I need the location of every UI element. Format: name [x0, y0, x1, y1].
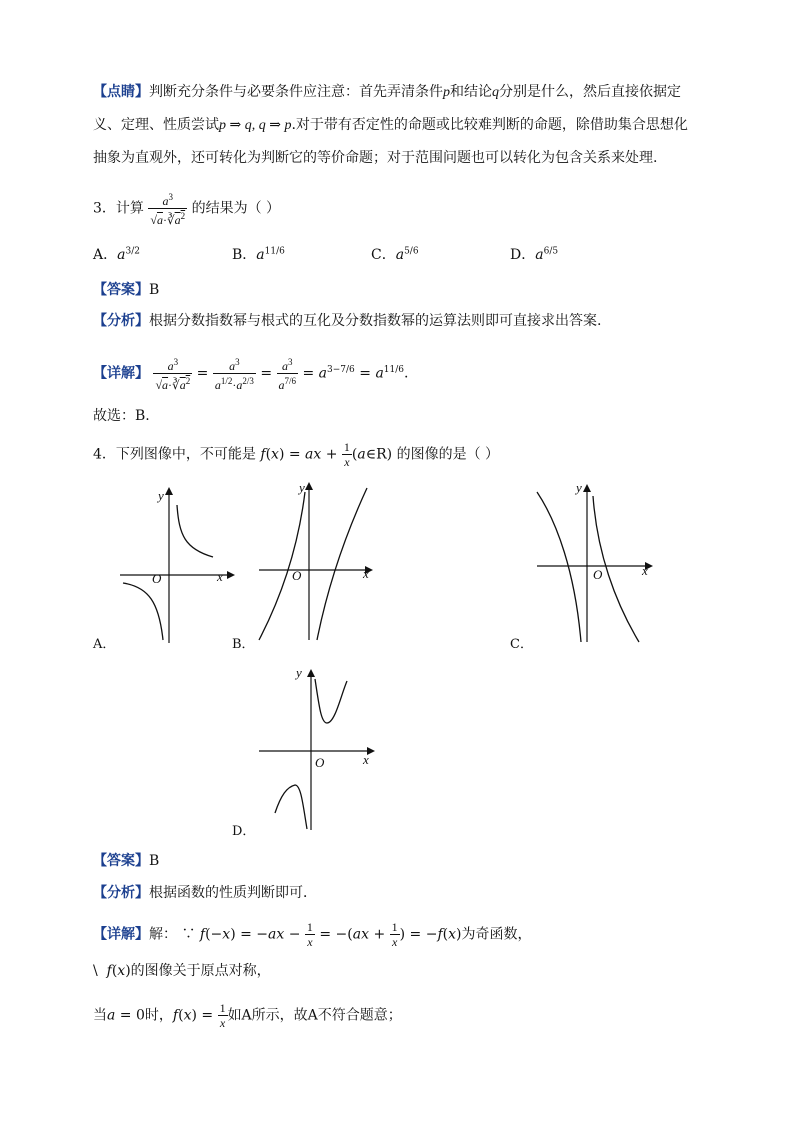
q3-option-a: A．$a^{3/2}$	[93, 246, 140, 263]
note-line-3: 抽象为直观外，还可转化为判断它的等价命题；对于范围问题也可以转化为包含关系来处理.	[93, 150, 658, 166]
curve-lower	[123, 583, 163, 640]
q4-answer: 【答案】B	[93, 853, 160, 869]
q3-expression: $\frac{a^3}{√a\cdot∛a^2}$	[150, 192, 186, 227]
q3-option-b: B．$a^{11/6}$	[232, 246, 285, 263]
note-line-1: 【点睛】判断充分条件与必要条件应注意：首先弄清条件p和结论q分别是什么，然后直接依据定	[93, 84, 681, 100]
graph-a	[115, 485, 235, 645]
note-tag: 【点睛】	[93, 84, 149, 100]
q4-label-c: C．	[510, 637, 533, 652]
graph-b	[255, 480, 380, 645]
q4-stem: 4．下列图像中，不可能是 f(x) = ax + $\frac{1}{x}$ (a∈R) 的图像的是（ ）	[93, 440, 500, 469]
note-line-2: 义、定理、性质尝试p ⇒ q, q ⇒ p.对于带有否定性的命题或比较难判断的命题，除借助集合思想化	[93, 117, 688, 133]
graph-d	[255, 665, 380, 833]
q3-option-d: D．$a^{6/5}$	[510, 246, 559, 263]
q4-label-a: A．	[93, 637, 116, 652]
q4-detail-2: \ f(x)的图像关于原点对称，	[93, 963, 271, 979]
curve-upper	[177, 505, 213, 557]
q4-analysis: 【分析】根据函数的性质判断即可．	[93, 885, 317, 901]
q3-answer: 【答案】B	[93, 282, 160, 298]
q3-stem: 3．计算 $\frac{a^3}{√a\cdot∛a^2}$ 的结果为（ ）	[93, 192, 281, 227]
q3-option-c: C．$a^{5/6}$	[371, 246, 419, 263]
q4-detail-3: 当a = 0时，f(x) = $\frac{1}{x}$ 如A所示，故A不符合题意；	[93, 1001, 402, 1030]
q3-analysis: 【分析】根据分数指数幂与根式的互化及分数指数幂的运算法则即可直接求出答案.	[93, 313, 602, 329]
q3-detail: 【详解】 $\frac{a^3}{√a\cdot∛a^2}$ = $\frac{a^3}{a^{1/2}\cdot a^{2/3}}$ = $\frac{a^3}{a^{7/6}}$ = $a^{3-7/6} = a^{11/6}$.	[93, 357, 409, 392]
q4-label-b: B．	[232, 637, 255, 652]
q3-choose: 故选：B.	[93, 408, 150, 424]
q4-detail-1: 【详解】解： ∵ f(−x) = −ax − $\frac{1}{x}$ = −(ax + $\frac{1}{x}$ ) = −f(x)为奇函数，	[93, 920, 532, 949]
q4-label-d: D．	[232, 824, 256, 839]
